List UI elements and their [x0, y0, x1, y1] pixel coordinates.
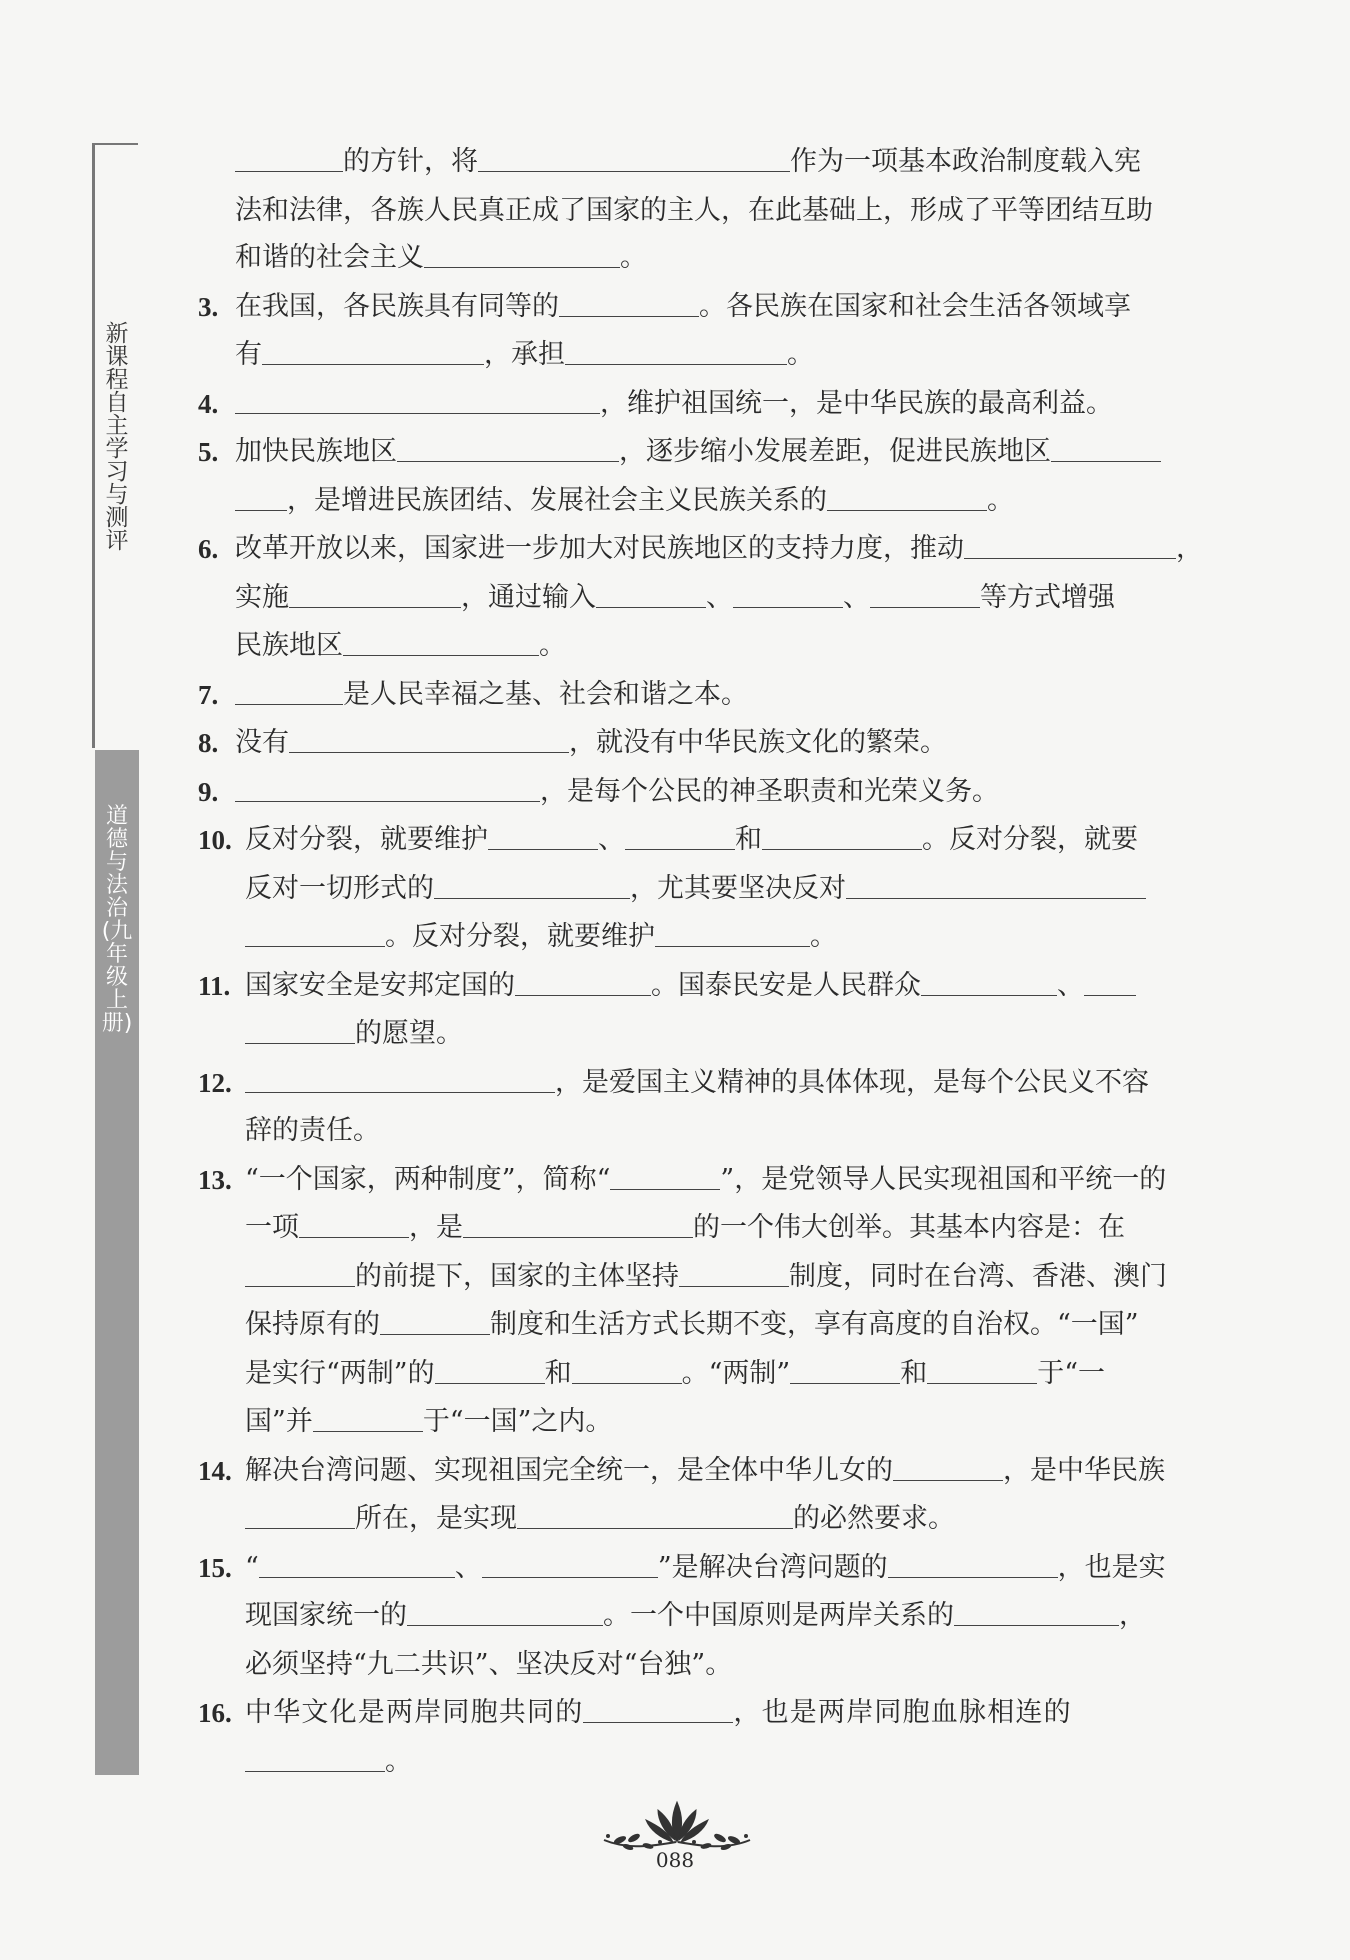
answer-blank[interactable]: [435, 1353, 545, 1384]
question-14-line-2: 所在，是实现 的必然要求。: [0, 1495, 1350, 1543]
answer-blank[interactable]: [380, 1304, 490, 1335]
answer-blank[interactable]: [235, 480, 287, 511]
answer-blank[interactable]: [434, 868, 630, 899]
question-13-line-1: 13. “一个国家，两种制度”，简称“ ”，是党领导人民实现祖国和平统一的: [0, 1156, 1350, 1204]
question-11-line-1: 11. 国家安全是安邦定国的 。国泰民安是人民群众 、: [0, 962, 1350, 1010]
answer-blank[interactable]: [583, 1692, 733, 1723]
answer-blank[interactable]: [790, 1353, 900, 1384]
question-4-line-1: 4. ，维护祖国统一，是中华民族的最高利益。: [0, 380, 1350, 428]
answer-blank[interactable]: [762, 819, 922, 850]
answer-blank[interactable]: [235, 674, 343, 705]
question-number: 8.: [198, 728, 219, 758]
question-5-line-1: 5. 加快民族地区 ，逐步缩小发展差距，促进民族地区: [0, 428, 1350, 476]
question-13-line-2: 一项 ，是 的一个伟大创举。其基本内容是：在: [0, 1204, 1350, 1252]
answer-blank[interactable]: [827, 480, 987, 511]
question-13-line-6: 国”并 于“一国”之内。: [0, 1398, 1350, 1446]
question-2-line-1: 的方针，将 作为一项基本政治制度载入宪: [0, 138, 1350, 186]
question-number: 10.: [198, 825, 232, 855]
answer-blank[interactable]: [927, 1353, 1037, 1384]
answer-blank[interactable]: [893, 1450, 1003, 1481]
question-2-line-3: 和谐的社会主义 。: [0, 234, 1350, 282]
question-6-line-1: 6. 改革开放以来，国家进一步加大对民族地区的支持力度，推动 ，: [0, 525, 1350, 573]
answer-blank[interactable]: [245, 1498, 355, 1529]
answer-blank[interactable]: [733, 577, 843, 608]
answer-blank[interactable]: [964, 528, 1176, 559]
answer-blank[interactable]: [559, 286, 699, 317]
question-13-line-5: 是实行“两制”的 和 。“两制” 和 于“一: [0, 1350, 1350, 1398]
answer-blank[interactable]: [954, 1595, 1119, 1626]
answer-blank[interactable]: [463, 1207, 693, 1238]
question-3-line-2: 有 ，承担 。: [0, 331, 1350, 379]
answer-blank[interactable]: [262, 334, 484, 365]
answer-blank[interactable]: [610, 1159, 720, 1190]
question-number: 15.: [198, 1553, 232, 1583]
answer-blank[interactable]: [1084, 965, 1136, 996]
answer-blank[interactable]: [488, 819, 598, 850]
answer-blank[interactable]: [921, 965, 1057, 996]
subject-title: 道德与法治(九年级上册): [101, 804, 133, 1036]
answer-blank[interactable]: [289, 722, 569, 753]
answer-blank[interactable]: [313, 1401, 423, 1432]
question-16-line-1: 16. 中华文化是两岸同胞共同的 ，也是两岸同胞血脉相连的: [0, 1689, 1350, 1737]
answer-blank[interactable]: [424, 237, 620, 268]
question-number: 12.: [198, 1068, 232, 1098]
question-8-line-1: 8. 没有 ，就没有中华民族文化的繁荣。: [0, 719, 1350, 767]
answer-blank[interactable]: [565, 334, 787, 365]
answer-blank[interactable]: [888, 1547, 1058, 1578]
answer-blank[interactable]: [299, 1207, 409, 1238]
question-11-line-2: 的愿望。: [0, 1010, 1350, 1058]
question-15-line-1: 15. “ 、 ”是解决台湾问题的 ，也是实: [0, 1544, 1350, 1592]
question-7-line-1: 7. 是人民幸福之基、社会和谐之本。: [0, 671, 1350, 719]
question-number: 14.: [198, 1456, 232, 1486]
question-10-line-2: 反对一切形式的 ，尤其要坚决反对: [0, 865, 1350, 913]
question-number: 4.: [198, 389, 219, 419]
answer-blank[interactable]: [397, 431, 619, 462]
answer-blank[interactable]: [235, 771, 540, 802]
question-12-line-2: 辞的责任。: [245, 1115, 380, 1146]
question-3-line-1: 3. 在我国，各民族具有同等的 。各民族在国家和社会生活各领域享: [0, 283, 1350, 331]
answer-blank[interactable]: [515, 965, 651, 996]
question-number: 3.: [198, 292, 219, 322]
question-10-line-3: 。反对分裂，就要维护 。: [0, 913, 1350, 961]
question-15-line-2: 现国家统一的 。一个中国原则是两岸关系的 ，: [0, 1592, 1350, 1640]
answer-blank[interactable]: [259, 1547, 455, 1578]
question-number: 9.: [198, 777, 219, 807]
question-10-line-1: 10. 反对分裂，就要维护 、 和 。反对分裂，就要: [0, 816, 1350, 864]
answer-blank[interactable]: [289, 577, 461, 608]
question-16-line-2: 。: [0, 1738, 1350, 1786]
question-number: 6.: [198, 534, 219, 564]
answer-blank[interactable]: [245, 1741, 385, 1772]
page-number: 088: [655, 1848, 695, 1872]
answer-blank[interactable]: [235, 141, 343, 172]
answer-blank[interactable]: [482, 1547, 658, 1578]
question-6-line-3: 民族地区 。: [0, 622, 1350, 670]
answer-blank[interactable]: [1051, 431, 1161, 462]
question-6-line-2: 实施 ，通过输入 、 、 等方式增强: [0, 574, 1350, 622]
question-number: 11.: [198, 971, 231, 1001]
question-15-line-3: 必须坚持“九二共识”、坚决反对“台独”。: [245, 1649, 733, 1680]
series-title: 新课程自主学习与测评: [105, 321, 129, 554]
answer-blank[interactable]: [870, 577, 980, 608]
question-number: 16.: [198, 1698, 232, 1728]
answer-blank[interactable]: [679, 1256, 789, 1287]
question-14-line-1: 14. 解决台湾问题、实现祖国完全统一，是全体中华儿女的 ，是中华民族: [0, 1447, 1350, 1495]
answer-blank[interactable]: [846, 868, 1146, 899]
answer-blank[interactable]: [407, 1595, 603, 1626]
answer-blank[interactable]: [245, 916, 385, 947]
answer-blank[interactable]: [572, 1353, 682, 1384]
answer-blank[interactable]: [245, 1062, 555, 1093]
answer-blank[interactable]: [245, 1013, 355, 1044]
question-13-line-4: 保持原有的 制度和生活方式长期不变，享有高度的自治权。“一国”: [0, 1301, 1350, 1349]
answer-blank[interactable]: [235, 383, 600, 414]
question-5-line-2: ，是增进民族团结、发展社会主义民族关系的 。: [0, 477, 1350, 525]
answer-blank[interactable]: [655, 916, 810, 947]
question-2-line-2: 法和法律，各族人民真正成了国家的主人，在此基础上，形成了平等团结互助: [235, 195, 1153, 226]
question-number: 13.: [198, 1165, 232, 1195]
answer-blank[interactable]: [517, 1498, 793, 1529]
answer-blank[interactable]: [625, 819, 735, 850]
answer-blank[interactable]: [343, 625, 539, 656]
question-number: 7.: [198, 680, 219, 710]
answer-blank[interactable]: [478, 141, 790, 172]
question-12-line-1: 12. ，是爱国主义精神的具体体现，是每个公民义不容: [0, 1059, 1350, 1107]
answer-blank[interactable]: [596, 577, 706, 608]
answer-blank[interactable]: [245, 1256, 355, 1287]
question-9-line-1: 9. ，是每个公民的神圣职责和光荣义务。: [0, 768, 1350, 816]
question-13-line-3: 的前提下，国家的主体坚持 制度，同时在台湾、香港、澳门: [0, 1253, 1350, 1301]
question-number: 5.: [198, 437, 219, 467]
